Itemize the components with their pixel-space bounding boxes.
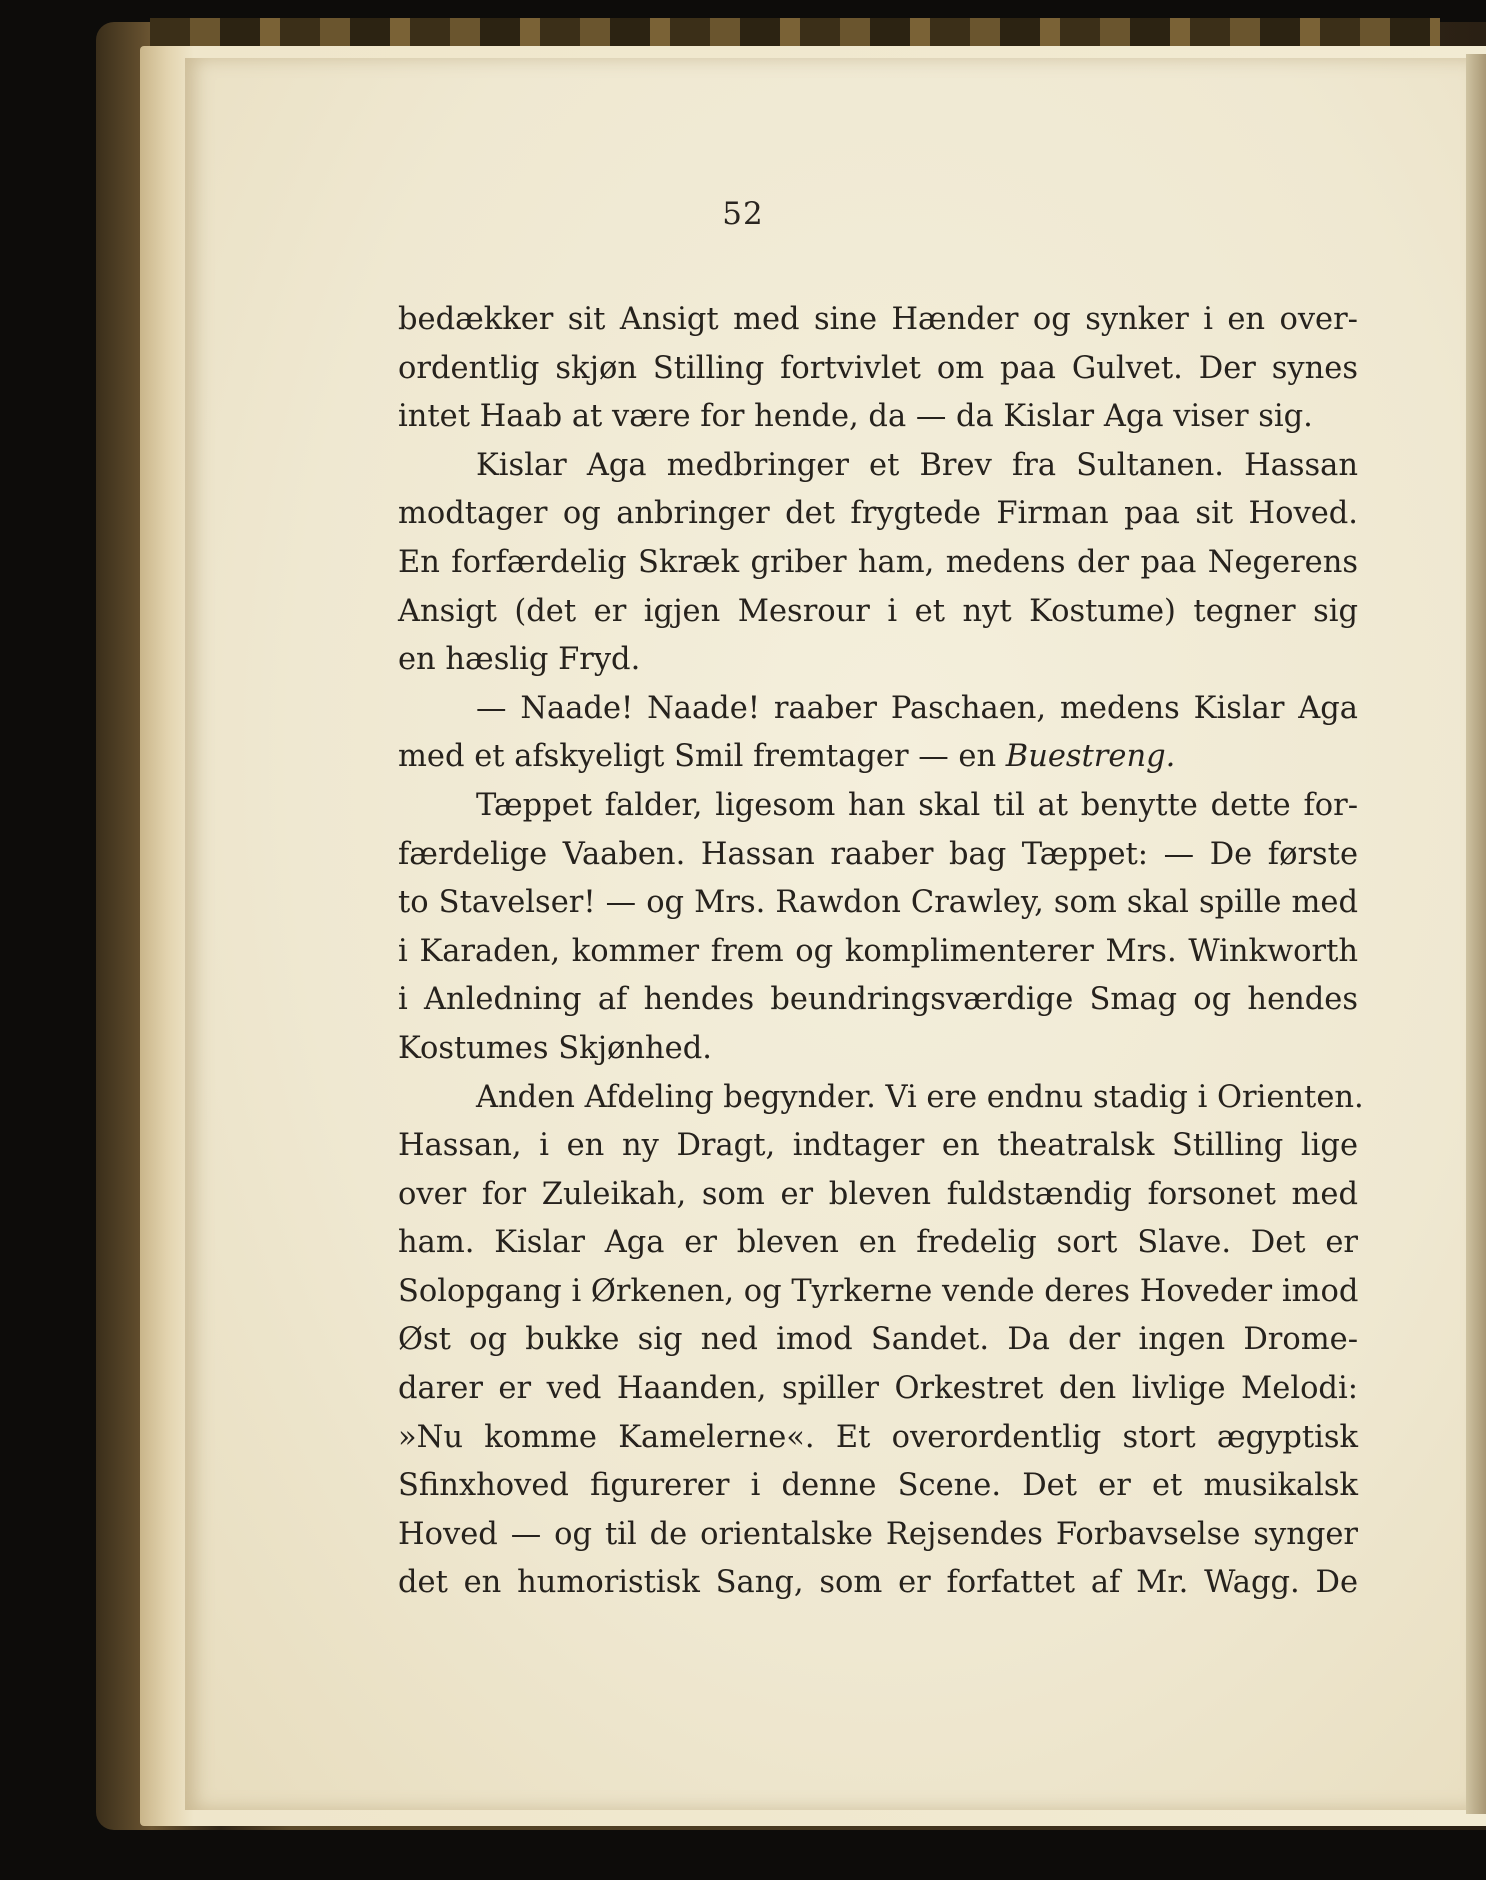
- text-line: [398, 733, 1358, 782]
- text-line-content: Solopgang i Ørkenen, og Tyrkerne vende deres Hoveder imod: [398, 1273, 1359, 1309]
- text-line: [398, 928, 1358, 977]
- text-line-content: to Stavelser! — og Mrs. Rawdon Crawley, som skal spille med: [398, 885, 1358, 921]
- body-text: [398, 296, 1364, 1608]
- text-line-content: Øst og bukke sig ned imod Sandet. Da der ingen Drome-: [398, 1322, 1358, 1358]
- text-line-content: det en humoristisk Sang, som er forfattet af Mr. Wagg. De: [398, 1565, 1358, 1601]
- text-line: [398, 976, 1358, 1025]
- page-stack-edge: [1466, 54, 1486, 1814]
- text-line-content: med et afskyeligt Smil fremtager — en: [398, 739, 1006, 775]
- page-number: 52: [722, 196, 764, 232]
- text-line: [398, 782, 1358, 831]
- text-line: [398, 1025, 1358, 1074]
- text-line: [398, 1414, 1358, 1463]
- italic-word: Buestreng.: [1005, 739, 1176, 775]
- text-line-content: Hassan, i en ny Dragt, indtager en theatralsk Stilling lige: [398, 1128, 1358, 1164]
- text-line-content: Hoved — og til de orientalske Rejsendes Forbavselse synger: [398, 1516, 1358, 1552]
- text-line: [398, 1171, 1358, 1220]
- text-line: [398, 636, 1358, 685]
- text-line: [398, 588, 1358, 637]
- text-line: [398, 1122, 1358, 1171]
- text-line-content: En forfærdelig Skræk griber ham, medens der paa Negerens: [398, 544, 1358, 580]
- text-line: [398, 1365, 1358, 1414]
- text-line-content: i Anledning af hendes beundringsværdige Smag og hendes: [398, 982, 1358, 1018]
- text-line-content: færdelige Vaaben. Hassan raaber bag Tæppet: — De første: [398, 836, 1358, 872]
- text-line-content: modtager og anbringer det frygtede Firman paa sit Hoved.: [398, 496, 1358, 532]
- text-line-content: over for Zuleikah, som er bleven fuldstændig forsonet med: [398, 1176, 1358, 1212]
- text-line: [398, 879, 1358, 928]
- text-line: [398, 1316, 1358, 1365]
- text-line-content: ordentlig skjøn Stilling fortvivlet om paa Gulvet. Der synes: [398, 350, 1358, 386]
- text-line: [398, 831, 1358, 880]
- text-line: [398, 296, 1358, 345]
- text-line: [398, 1462, 1358, 1511]
- text-line: [398, 685, 1358, 734]
- text-line: [398, 393, 1358, 442]
- text-line-content: Kislar Aga medbringer et Brev fra Sultanen. Hassan: [476, 447, 1358, 483]
- text-line-content: Tæppet falder, ligesom han skal til at benytte dette for-: [476, 787, 1358, 823]
- text-line-content: i Karaden, kommer frem og komplimenterer Mrs. Winkworth: [398, 933, 1358, 969]
- text-line: [398, 1511, 1358, 1560]
- text-line-content: en hæslig Fryd.: [398, 642, 641, 678]
- text-line-content: darer er ved Haanden, spiller Orkestret den livlige Melodi:: [398, 1371, 1358, 1407]
- text-line-content: Sfinxhoved figurerer i denne Scene. Det er et musikalsk: [398, 1468, 1358, 1504]
- text-line-content: »Nu komme Kamelerne«. Et overordentlig stort ægyptisk: [398, 1419, 1358, 1455]
- text-line: [398, 1268, 1358, 1317]
- text-line-content: Kostumes Skjønhed.: [398, 1030, 712, 1066]
- text-line-content: Ansigt (det er igjen Mesrour i et nyt Kostume) tegner sig: [398, 593, 1358, 629]
- text-line-content: bedækker sit Ansigt med sine Hænder og synker i en over-: [398, 302, 1358, 337]
- text-line: [398, 442, 1358, 491]
- text-line: [398, 345, 1358, 394]
- text-line: [398, 1074, 1364, 1123]
- text-line-content: — Naade! Naade! raaber Paschaen, medens Kislar Aga: [476, 690, 1358, 726]
- text-line-content: ham. Kislar Aga er bleven en fredelig sort Slave. Det er: [398, 1225, 1358, 1261]
- text-line: [398, 539, 1358, 588]
- text-line: [398, 1559, 1358, 1608]
- text-line-content: intet Haab at være for hende, da — da Kislar Aga viser sig.: [398, 399, 1313, 435]
- text-line-content: Anden Afdeling begynder. Vi ere endnu stadig i Orienten.: [476, 1079, 1364, 1115]
- text-line: [398, 490, 1358, 539]
- text-line: [398, 1219, 1358, 1268]
